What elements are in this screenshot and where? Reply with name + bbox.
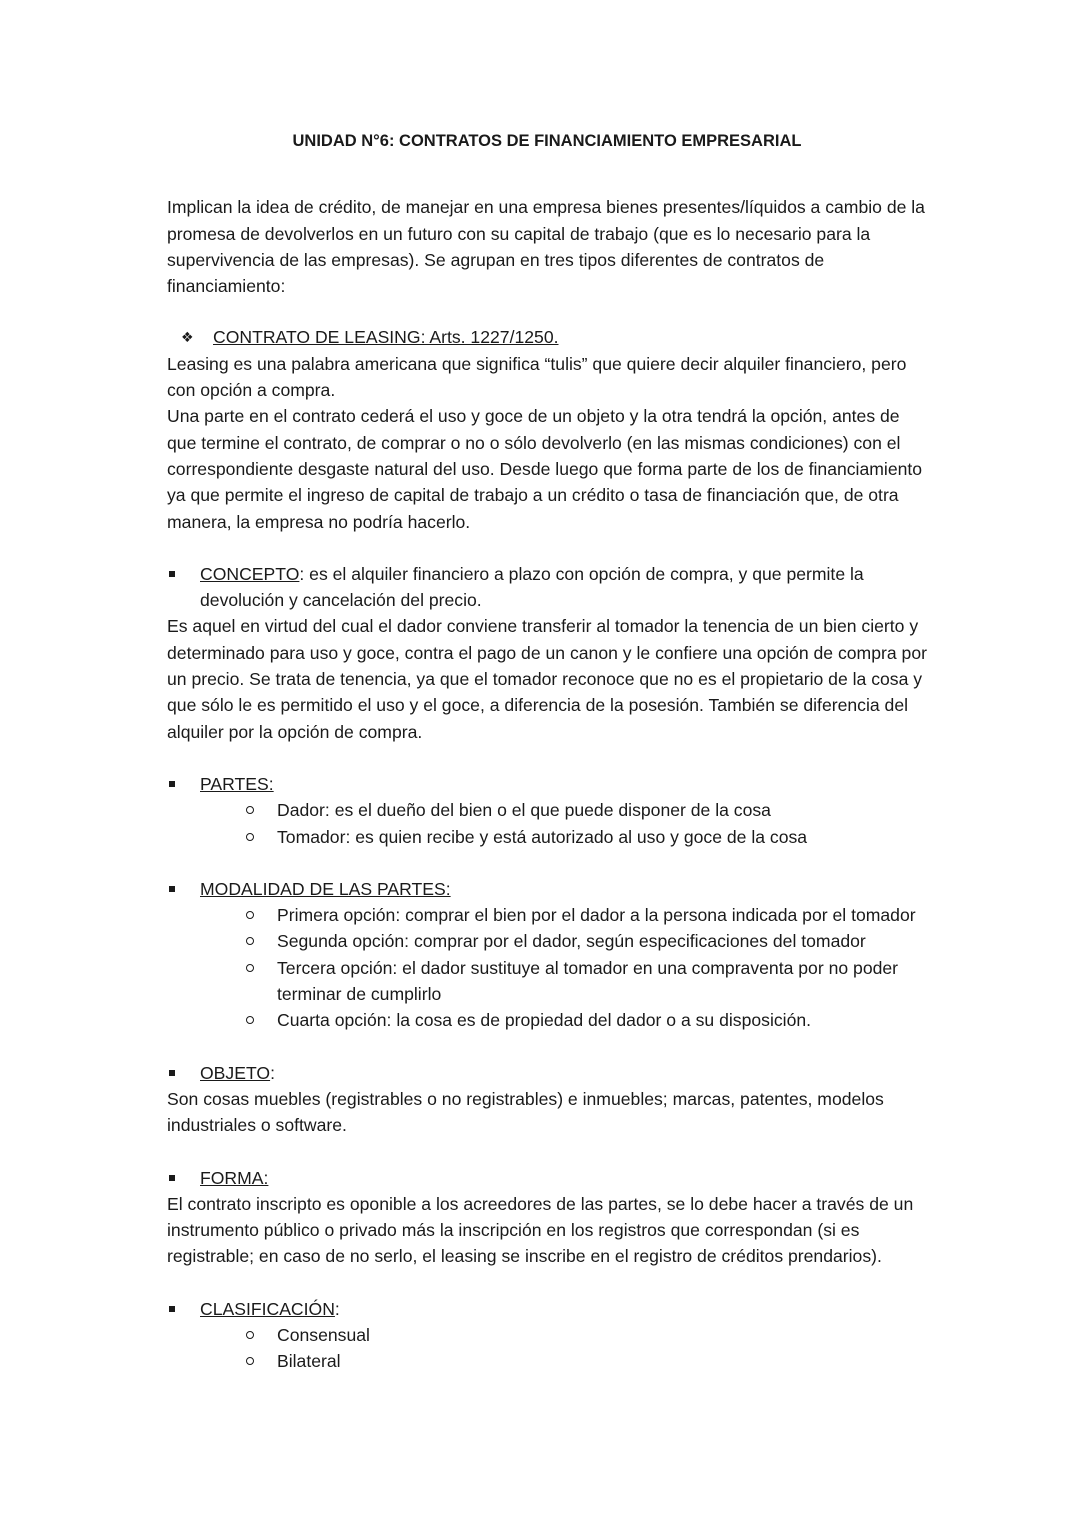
concepto-paragraph: Es aquel en virtud del cual el dador conviene transferir al tomador la tenencia de un bien cierto y determinado para uso y goce, contra el pago de un canon y le confiere una opción de compra por un precio. Se trata de tenencia, ya que el tomador reconoce que no es el propietario de la cosa y que sólo le es permitido el uso y el goce, a diferencia de la posesión. También se diferencia del alquiler por la opción de compra. (167, 616, 927, 742)
circle-bullet-icon (243, 902, 277, 928)
square-bullet-icon (167, 1296, 200, 1322)
clasificacion-suffix: : (334, 1298, 340, 1319)
clasificacion-list (167, 1322, 927, 1375)
objeto-paragraph: Son cosas muebles (registrables o no registrables) e inmuebles; marcas, patentes, modelos industriales o software. (167, 1088, 884, 1136)
square-bullet-icon (167, 876, 200, 902)
list-item: Bilateral (243, 1348, 927, 1374)
circle-bullet-icon (243, 1007, 277, 1033)
partes-bullet (167, 771, 927, 797)
objeto-bullet (167, 1060, 927, 1086)
circle-bullet-icon (243, 824, 277, 850)
objeto-label: OBJETO (200, 1062, 271, 1083)
list-item: Tercera opción: el dador sustituye al tomador en una compraventa por no poder terminar de cumplirlo (243, 955, 927, 1008)
partes-list (167, 797, 927, 850)
leasing-heading (167, 324, 927, 350)
partes-label: PARTES: (200, 773, 274, 794)
forma-bullet (167, 1165, 927, 1191)
diamond-bullet-icon: ❖ (181, 329, 194, 346)
forma-paragraph: El contrato inscripto es oponible a los acreedores de las partes, se lo debe hacer a través de un instrumento público o privado más la inscripción en los registros que correspondan (si es registrable; en caso de no serlo, el leasing se inscribe en el registro de créditos prendarios). (167, 1193, 914, 1267)
list-item: Cuarta opción: la cosa es de propiedad del dador o a su disposición. (243, 1007, 927, 1033)
square-bullet-icon (167, 1060, 200, 1086)
forma-label: FORMA: (200, 1167, 269, 1188)
circle-bullet-icon (243, 1348, 277, 1374)
page-title: UNIDAD N°6: CONTRATOS DE FINANCIAMIENTO EMPRESARIAL (292, 132, 802, 150)
list-item: Dador: es el dueño del bien o el que puede disponer de la cosa (243, 797, 927, 823)
circle-bullet-icon (243, 928, 277, 954)
circle-bullet-icon (243, 797, 277, 823)
concepto-bullet (167, 561, 927, 614)
clasificacion-bullet (167, 1296, 927, 1322)
list-item: Primera opción: comprar el bien por el dador a la persona indicada por el tomador (243, 902, 927, 928)
intro-paragraph: Implican la idea de crédito, de manejar en una empresa bienes presentes/líquidos a cambio de la promesa de devolverlos en un futuro con su capital de trabajo (que es lo necesario para la supervivencia de las empresas). Se agrupan en tres tipos diferentes de contratos de financiamiento: (167, 197, 925, 297)
square-bullet-icon (167, 771, 200, 797)
list-item: Consensual (243, 1322, 927, 1348)
leasing-paragraph-2: Una parte en el contrato cederá el uso y goce de un objeto y la otra tendrá la opción, antes de que termine el contrato, de comprar o no o sólo devolverlo (en las mismas condiciones) con el correspondiente desgaste natural del uso. Desde luego que forma parte de los de financiamiento ya que permite el ingreso de capital de trabajo a un crédito o tasa de financiación que, de otra manera, la empresa no podría hacerlo. (167, 406, 923, 532)
list-item: Tomador: es quien recibe y está autorizado al uso y goce de la cosa (243, 824, 927, 850)
leasing-paragraph-1: Leasing es una palabra americana que significa “tulis” que quiere decir alquiler financiero, pero con opción a compra. (167, 353, 907, 401)
square-bullet-icon (167, 561, 200, 614)
document-content (167, 128, 927, 1375)
concepto-text: : es el alquiler financiero a plazo con opción de compra, y que permite la devolución y cancelación del precio. (200, 563, 864, 611)
modalidad-list (167, 902, 927, 1033)
modalidad-label: MODALIDAD DE LAS PARTES: (200, 878, 451, 899)
objeto-suffix: : (270, 1062, 275, 1083)
concepto-label: CONCEPTO (200, 563, 300, 584)
square-bullet-icon (167, 1165, 200, 1191)
modalidad-bullet (167, 876, 927, 902)
circle-bullet-icon (243, 955, 277, 1008)
leasing-heading-text: CONTRATO DE LEASING: Arts. 1227/1250. (213, 327, 559, 348)
circle-bullet-icon (243, 1322, 277, 1348)
clasificacion-label: CLASIFICACIÓN (200, 1298, 335, 1319)
list-item: Segunda opción: comprar por el dador, según especificaciones del tomador (243, 928, 927, 954)
